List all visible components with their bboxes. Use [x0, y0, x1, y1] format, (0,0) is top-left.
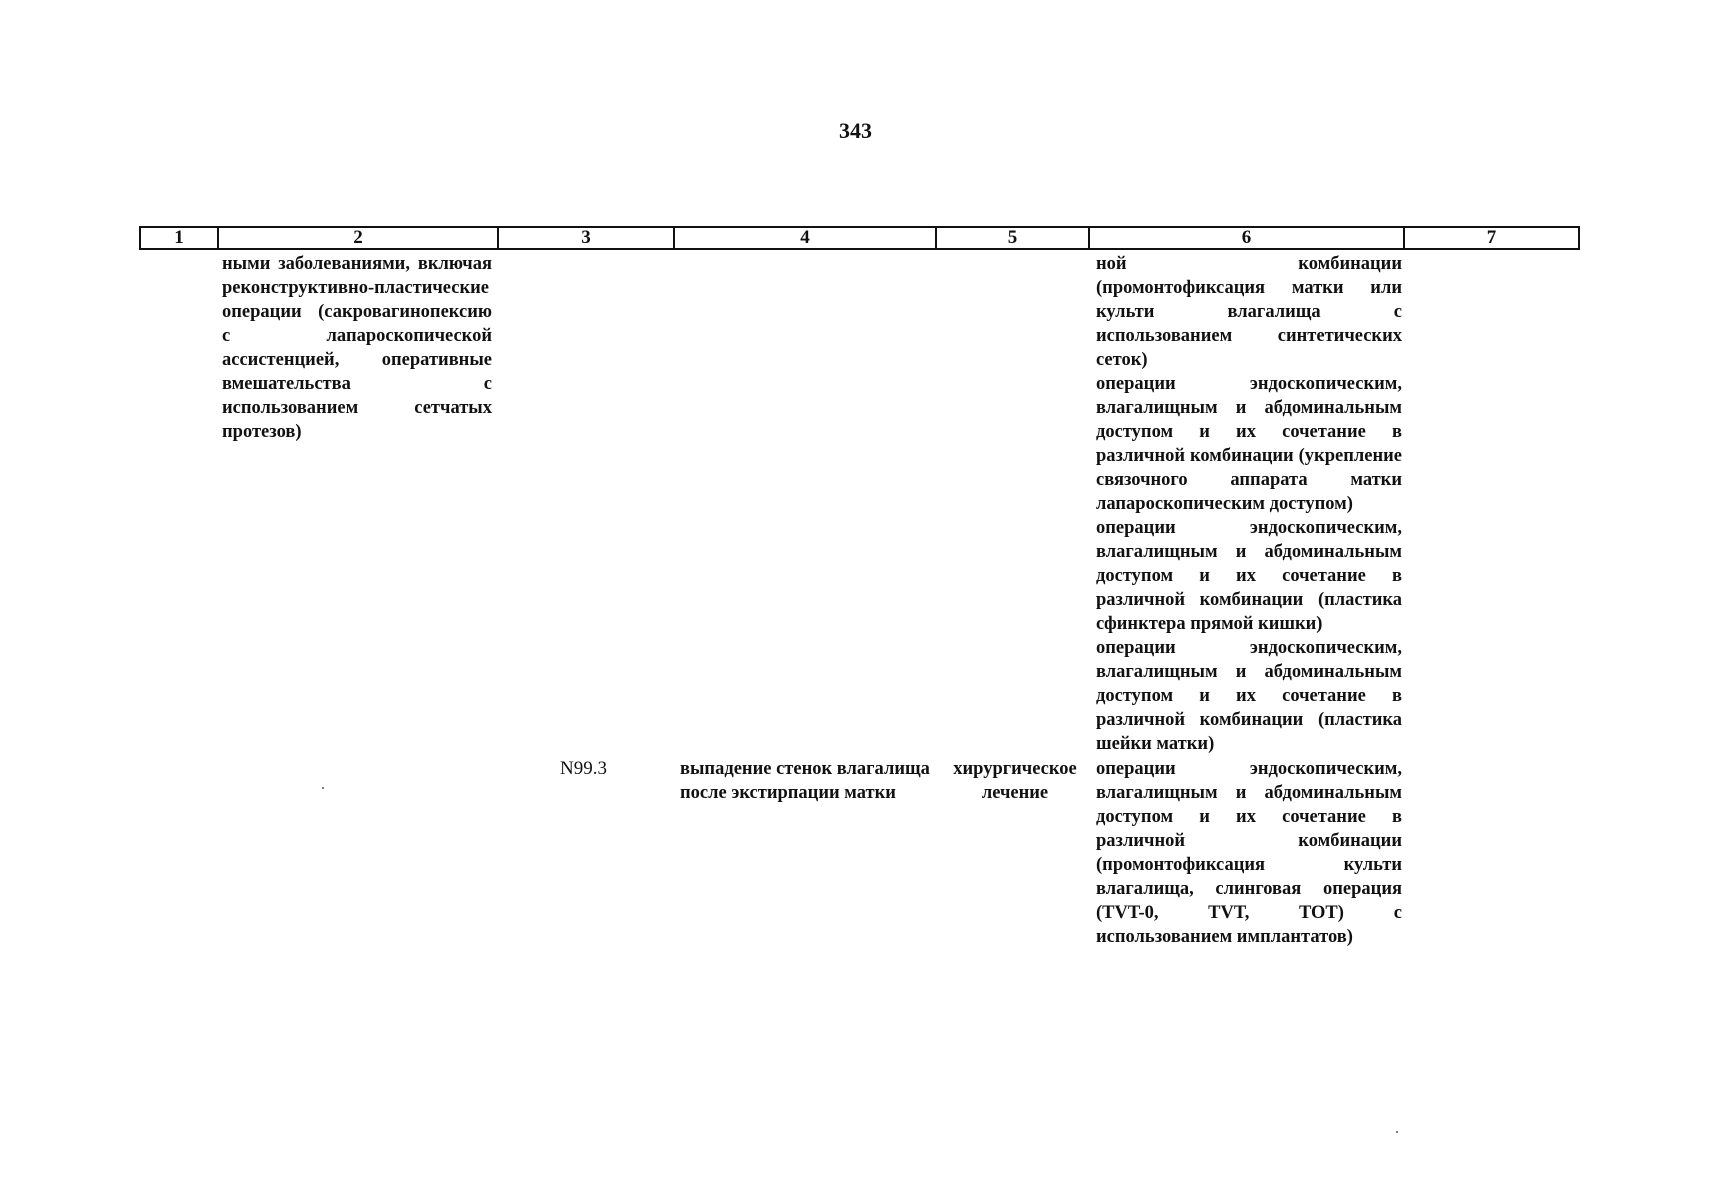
page-number: 343 — [839, 118, 872, 143]
scan-speck — [322, 787, 324, 789]
row1-col6-item: операции эндоскопическим, влагалищным и абдоминальным доступом и их сочетание в различной комбинации (пластика шейки матки) — [1096, 638, 1402, 754]
header-col-4: 4 — [675, 228, 937, 248]
header-col-3: 3 — [499, 228, 675, 248]
row1-col6-item: операции эндоскопическим, влагалищным и абдоминальным доступом и их сочетание в различной комбинации (укрепление связочного аппарата матки лапароскопическим доступом) — [1096, 374, 1402, 514]
row2-treatment: хирургическое лечение — [953, 759, 1077, 803]
row1-col2-text: ными заболеваниями, включая реконструктивно-пластические операции (сакровагинопексию с лапароскопической ассистенцией, оперативные вмешательства с использованием сетчатых протезов) — [222, 254, 492, 442]
table-header-row — [139, 226, 1580, 250]
header-col-5: 5 — [937, 228, 1090, 248]
header-col-6: 6 — [1090, 228, 1405, 248]
header-col-1: 1 — [141, 228, 219, 248]
header-col-2: 2 — [219, 228, 499, 248]
row1-col6-item: операции эндоскопическим, влагалищным и абдоминальным доступом и их сочетание в различной комбинации (пластика сфинктера прямой кишки) — [1096, 518, 1402, 634]
row2-code: N99.3 — [560, 758, 607, 779]
scan-speck — [1396, 1131, 1398, 1133]
row2-method: операции эндоскопическим, влагалищным и абдоминальным доступом и их сочетание в различной комбинации (промонтофиксация культи влагалища, слинговая операция (TVT-0, TVT, TOT) с использованием имплантатов) — [1096, 759, 1402, 947]
row1-col6-item: ной комбинации (промонтофиксация матки или культи влагалища с использованием синтетических сеток) — [1096, 254, 1402, 370]
row2-diagnosis: выпадение стенок влагалища после экстирпации матки — [680, 759, 930, 803]
row1-col6 — [1096, 252, 1402, 756]
header-col-7: 7 — [1486, 227, 1497, 248]
